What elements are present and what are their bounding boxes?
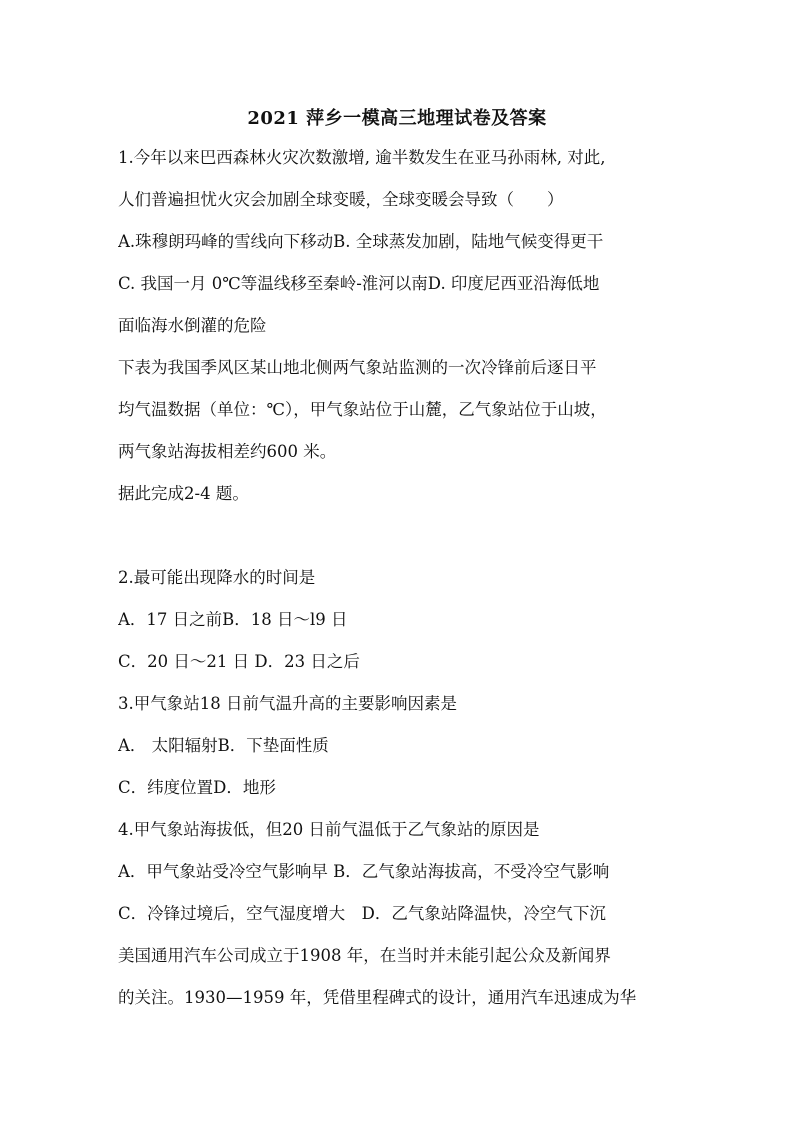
material-intro-line-1: 下表为我国季风区某山地北侧两气象站监测的一次冷锋前后逐日平 [118, 358, 597, 377]
question-3-options-ab: A． 太阳辐射B．下垫面性质 [118, 736, 329, 755]
question-4-stem: 4.甲气象站海拔低，但20 日前气温低于乙气象站的原因是 [118, 820, 540, 839]
question-1-options-cont: 面临海水倒灌的危险 [118, 316, 267, 335]
question-4-options-ab: A．甲气象站受冷空气影响早 B．乙气象站海拔高，不受冷空气影响 [118, 862, 610, 881]
question-1-line-2: 人们普遍担忧火灾会加剧全球变暖，全球变暖会导致（ ） [118, 190, 564, 209]
passage-line-1: 美国通用汽车公司成立于1908 年，在当时并未能引起公众及新闻界 [118, 946, 611, 965]
question-1-line-1: 1.今年以来巴西森林火灾次数激增, 逾半数发生在亚马孙雨林, 对此, [118, 148, 606, 167]
question-2-options-cd: C．20 日～21 日 D．23 日之后 [118, 652, 360, 671]
material-intro-line-2: 均气温数据（单位：℃），甲气象站位于山麓，乙气象站位于山坡， [118, 400, 607, 419]
question-2-options-ab: A．17 日之前B．18 日～l9 日 [118, 610, 348, 629]
question-4-options-cd: C．冷锋过境后，空气湿度增大 D．乙气象站降温快，冷空气下沉 [118, 904, 606, 923]
question-3-options-cd: C．纬度位置D．地形 [118, 778, 276, 797]
question-2-stem: 2.最可能出现降水的时间是 [118, 568, 316, 587]
question-1-options-cd: C. 我国一月 0℃等温线移至秦岭-淮河以南D. 印度尼西亚沿海低地 [118, 274, 600, 293]
document-title: 2021 萍乡一模高三地理试卷及答案 [247, 108, 547, 129]
passage-line-2: 的关注。1930—1959 年，凭借里程碑式的设计，通用汽车迅速成为华 [118, 988, 637, 1007]
material-instruction: 据此完成2-4 题。 [118, 484, 249, 503]
question-1-options-ab: A.珠穆朗玛峰的雪线向下移动B. 全球蒸发加剧，陆地气候变得更干 [118, 232, 604, 251]
material-intro-line-3: 两气象站海拔相差约600 米。 [118, 442, 337, 461]
question-3-stem: 3.甲气象站18 日前气温升高的主要影响因素是 [118, 694, 457, 713]
